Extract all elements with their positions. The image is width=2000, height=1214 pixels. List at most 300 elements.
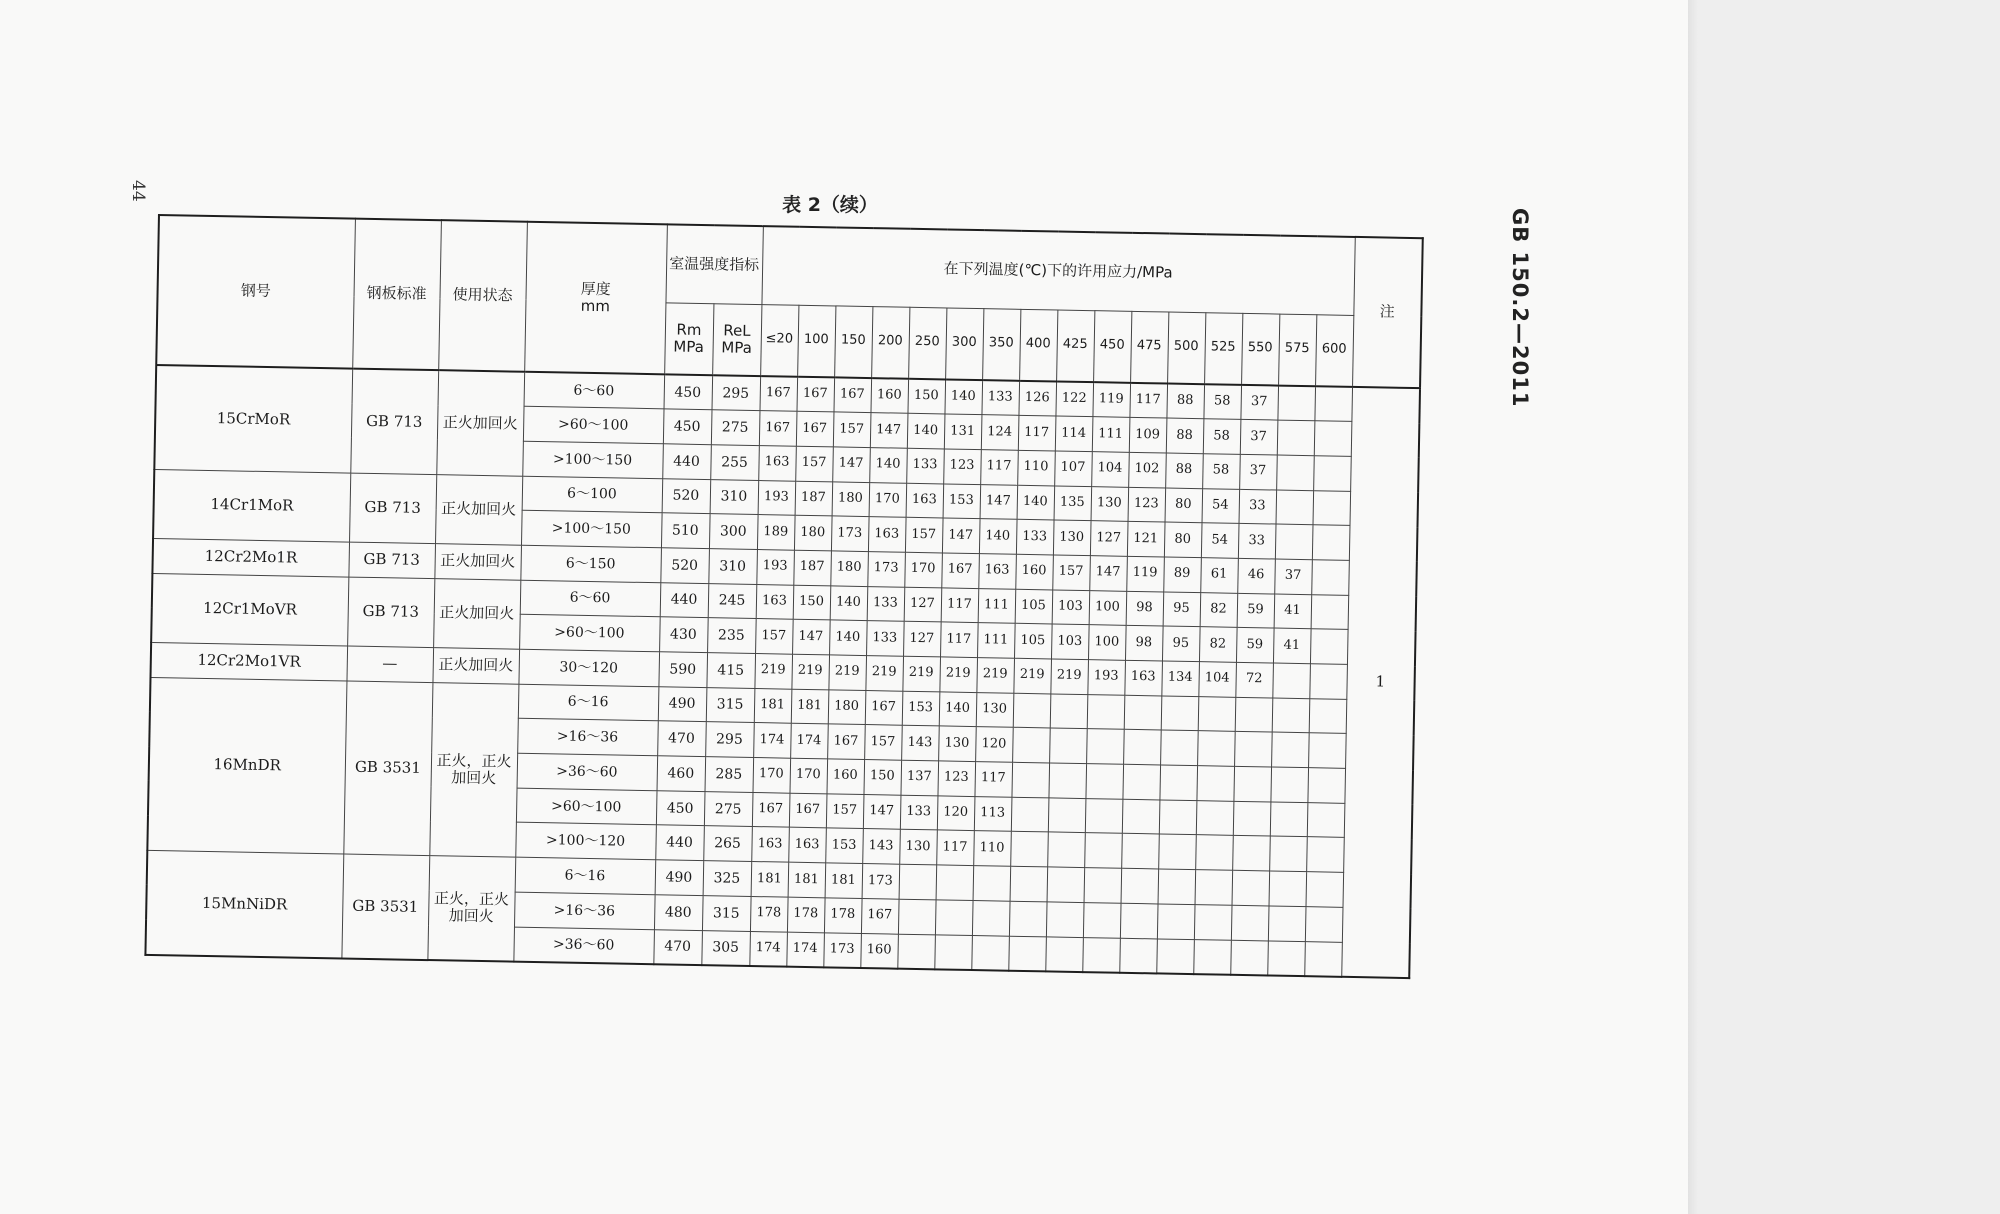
- stress-value: 95: [1163, 592, 1201, 627]
- stress-value: [1086, 729, 1124, 764]
- header-temp: 100: [797, 305, 835, 378]
- stress-value: 140: [830, 586, 868, 621]
- stress-value: 219: [976, 658, 1014, 693]
- stress-value: 147: [942, 518, 980, 553]
- header-temp: 600: [1315, 314, 1353, 387]
- header-note: 注: [1352, 237, 1423, 388]
- stress-value: [1276, 455, 1314, 490]
- header-condition: 使用状态: [438, 220, 527, 372]
- stress-value: [1272, 698, 1310, 733]
- thickness-range: >16～36: [517, 719, 658, 756]
- stress-value: 174: [749, 931, 787, 966]
- stress-value: [1309, 698, 1347, 733]
- stress-value: 119: [1126, 556, 1164, 591]
- stress-value: [1233, 766, 1271, 801]
- rel-value: 265: [703, 826, 752, 862]
- plate-standard: GB 713: [350, 369, 438, 475]
- rel-value: 300: [709, 514, 758, 550]
- stress-value: 133: [1016, 520, 1054, 555]
- stress-value: 111: [977, 623, 1015, 658]
- stress-value: 181: [791, 689, 829, 724]
- stress-value: 110: [973, 831, 1011, 866]
- stress-value: 88: [1165, 453, 1203, 488]
- stress-value: 180: [794, 515, 832, 550]
- stress-value: [1082, 937, 1120, 972]
- stress-value: 41: [1274, 594, 1312, 629]
- stress-value: 80: [1164, 522, 1202, 557]
- stress-value: 123: [937, 761, 975, 796]
- usage-condition: 正火加回火: [434, 544, 521, 580]
- stress-value: [1304, 941, 1342, 976]
- thickness-range: >36～60: [517, 753, 658, 790]
- header-thickness-label: 厚度: [580, 279, 611, 299]
- stress-value: [1230, 940, 1268, 975]
- header-plate-standard: 钢板标准: [352, 219, 441, 371]
- stress-value: [971, 935, 1009, 970]
- stress-value: 105: [1014, 624, 1052, 659]
- stress-value: 150: [793, 585, 831, 620]
- stress-value: 117: [974, 762, 1012, 797]
- stress-value: 130: [1091, 486, 1129, 521]
- stress-value: [1314, 421, 1352, 456]
- stress-value: 130: [976, 692, 1014, 727]
- stress-value: 46: [1237, 558, 1275, 593]
- stress-value: [1232, 836, 1270, 871]
- stress-value: [1159, 765, 1197, 800]
- rm-value: 450: [664, 374, 713, 410]
- rel-value: 295: [705, 722, 754, 758]
- stress-value: [1198, 696, 1236, 731]
- stress-value: [1311, 594, 1349, 629]
- stress-value: [1161, 696, 1199, 731]
- stress-value: 133: [900, 795, 938, 830]
- stress-value: 88: [1166, 418, 1204, 453]
- stress-value: 103: [1052, 590, 1090, 625]
- stress-value: 181: [754, 688, 792, 723]
- stress-value: 33: [1239, 489, 1277, 524]
- stress-value: [1312, 525, 1350, 560]
- stress-table-wrapper: [144, 214, 1423, 979]
- rm-value: 440: [660, 582, 709, 618]
- rm-value: 450: [663, 409, 712, 445]
- stress-value: 170: [789, 758, 827, 793]
- stress-value: 37: [1274, 559, 1312, 594]
- stress-value: [1009, 901, 1047, 936]
- stress-value: 163: [978, 554, 1016, 589]
- stress-value: [1277, 420, 1315, 455]
- stress-value: [1087, 694, 1125, 729]
- stress-value: 163: [758, 445, 796, 480]
- thickness-range: 30～120: [518, 649, 659, 686]
- stress-value: 117: [1129, 383, 1167, 418]
- rm-value: 520: [662, 478, 711, 514]
- stress-value: 147: [870, 413, 908, 448]
- rel-value: 415: [706, 653, 755, 689]
- stress-value: [936, 865, 974, 900]
- stress-value: 178: [787, 897, 825, 932]
- header-allowable-stress: 在下列温度(℃)下的许用应力/MPa: [761, 226, 1354, 315]
- stress-value: 219: [1050, 659, 1088, 694]
- stress-value: 104: [1091, 452, 1129, 487]
- stress-value: 130: [899, 830, 937, 865]
- stress-value: 130: [938, 726, 976, 761]
- stress-value: [1010, 832, 1048, 867]
- stress-value: [1124, 695, 1162, 730]
- stress-value: 157: [864, 725, 902, 760]
- plate-standard: GB 3531: [343, 681, 432, 856]
- rm-value: 490: [658, 686, 707, 722]
- stress-value: 134: [1161, 661, 1199, 696]
- rel-value: 285: [705, 757, 754, 793]
- rm-value: 470: [657, 721, 706, 757]
- header-thickness: [524, 222, 667, 375]
- usage-condition: 正火加回火: [435, 474, 522, 545]
- stress-value: [1085, 764, 1123, 799]
- stress-value: 173: [862, 864, 900, 899]
- header-temp: 250: [908, 307, 946, 380]
- stress-value: 120: [975, 727, 1013, 762]
- stress-value: [1270, 802, 1308, 837]
- stress-value: [1008, 936, 1046, 971]
- stress-value: 193: [1087, 660, 1125, 695]
- stress-value: [1305, 906, 1343, 941]
- stress-value: [972, 900, 1010, 935]
- stress-value: [1158, 869, 1196, 904]
- thickness-range: 6～60: [524, 372, 665, 409]
- stress-value: [1232, 870, 1270, 905]
- stress-value: 72: [1235, 662, 1273, 697]
- stress-value: [1156, 938, 1194, 973]
- thickness-range: >36～60: [513, 927, 654, 964]
- stress-value: 89: [1163, 557, 1201, 592]
- thickness-range: 6～16: [515, 857, 656, 894]
- steel-grade: 14Cr1MoR: [153, 469, 350, 542]
- steel-grade: 12Cr1MoVR: [151, 573, 348, 646]
- stress-value: 163: [756, 584, 794, 619]
- stress-value: 80: [1165, 488, 1203, 523]
- stress-value: 140: [944, 379, 982, 414]
- plate-standard: —: [346, 646, 433, 682]
- thickness-range: >16～36: [514, 892, 655, 929]
- stress-value: 58: [1202, 454, 1240, 489]
- stress-value: [1120, 903, 1158, 938]
- stress-value: 133: [867, 586, 905, 621]
- rm-value: 440: [662, 444, 711, 480]
- stress-value: 98: [1126, 591, 1164, 626]
- stress-value: [898, 899, 936, 934]
- stress-value: [1160, 730, 1198, 765]
- stress-value: 140: [829, 620, 867, 655]
- stress-value: 88: [1166, 384, 1204, 419]
- thickness-range: 6～60: [520, 580, 661, 617]
- stress-value: 114: [1055, 416, 1093, 451]
- stress-value: 167: [796, 377, 834, 412]
- stress-value: 109: [1129, 418, 1167, 453]
- stress-value: 219: [939, 657, 977, 692]
- thickness-range: 6～100: [522, 476, 663, 513]
- thickness-range: >100～150: [521, 510, 662, 547]
- stress-value: 219: [902, 656, 940, 691]
- stress-value: 131: [944, 414, 982, 449]
- stress-value: [935, 900, 973, 935]
- stress-value: [1269, 836, 1307, 871]
- rel-value: 295: [712, 375, 761, 411]
- stress-value: 126: [1018, 381, 1056, 416]
- stress-value: [1194, 904, 1232, 939]
- rm-value: 450: [656, 790, 705, 826]
- stress-value: 121: [1127, 522, 1165, 557]
- stress-value: 193: [756, 549, 794, 584]
- stress-value: 167: [861, 898, 899, 933]
- stress-value: 160: [870, 378, 908, 413]
- rm-value: 590: [658, 652, 707, 688]
- stress-value: 130: [1053, 520, 1091, 555]
- stress-value: [934, 934, 972, 969]
- header-temp: 150: [834, 305, 872, 378]
- stress-value: 111: [1092, 417, 1130, 452]
- rm-value: 520: [660, 548, 709, 584]
- header-temp: ≤20: [760, 304, 798, 377]
- page-edge: [1688, 0, 1698, 1214]
- thickness-range: >60～100: [523, 406, 664, 443]
- stress-value: 157: [755, 619, 793, 654]
- rel-value: 245: [708, 583, 757, 619]
- usage-condition: 正火，正火加回火: [427, 856, 515, 962]
- stress-value: [1159, 800, 1197, 835]
- stress-value: [1010, 866, 1048, 901]
- stress-value: 180: [830, 551, 868, 586]
- plate-standard: GB 713: [347, 577, 434, 648]
- rel-value: 310: [708, 549, 757, 585]
- stress-value: 140: [869, 447, 907, 482]
- stress-value: 140: [939, 692, 977, 727]
- stress-value: 41: [1273, 628, 1311, 663]
- stress-value: [897, 934, 935, 969]
- stress-value: 167: [865, 690, 903, 725]
- stress-value: [1121, 868, 1159, 903]
- stress-value: 189: [757, 515, 795, 550]
- header-temp: 200: [871, 306, 909, 379]
- stress-value: [1312, 490, 1350, 525]
- rel-value: 315: [702, 895, 751, 931]
- stress-value: 153: [943, 483, 981, 518]
- header-rm: [664, 302, 713, 375]
- stress-value: 157: [833, 412, 871, 447]
- stress-value: [1045, 936, 1083, 971]
- stress-value: 123: [943, 449, 981, 484]
- stress-value: 37: [1239, 454, 1277, 489]
- stress-value: 174: [790, 724, 828, 759]
- stress-value: 157: [1052, 555, 1090, 590]
- stress-value: 167: [759, 411, 797, 446]
- stress-value: [1012, 728, 1050, 763]
- stress-value: [1306, 872, 1344, 907]
- header-temp: 400: [1019, 309, 1057, 382]
- stress-value: 157: [905, 518, 943, 553]
- stress-value: [1084, 833, 1122, 868]
- stress-value: 119: [1092, 382, 1130, 417]
- stress-value: 107: [1054, 451, 1092, 486]
- stress-value: 37: [1240, 385, 1278, 420]
- stress-value: 82: [1199, 627, 1237, 662]
- stress-value: 135: [1054, 486, 1092, 521]
- stress-value: 178: [824, 898, 862, 933]
- stress-value: 187: [793, 550, 831, 585]
- stress-value: 173: [867, 552, 905, 587]
- stress-value: 133: [866, 621, 904, 656]
- stress-value: [1048, 798, 1086, 833]
- stress-value: 219: [754, 654, 792, 689]
- stress-value: [1085, 798, 1123, 833]
- header-rm-symbol: Rm: [676, 320, 702, 339]
- stress-value: 170: [904, 552, 942, 587]
- rel-value: 235: [707, 618, 756, 654]
- stress-value: 157: [826, 794, 864, 829]
- stress-value: 157: [795, 446, 833, 481]
- stress-value: 180: [832, 481, 870, 516]
- stress-value: 122: [1055, 381, 1093, 416]
- rel-value: 315: [706, 687, 755, 723]
- stress-value: [1013, 693, 1051, 728]
- stress-value: 100: [1088, 625, 1126, 660]
- stress-value: 98: [1125, 626, 1163, 661]
- stress-value: [1122, 799, 1160, 834]
- steel-grade: 12Cr2Mo1R: [152, 538, 349, 576]
- rm-value: 510: [661, 513, 710, 549]
- stress-value: 167: [941, 553, 979, 588]
- stress-value: [1277, 386, 1315, 421]
- header-rm-unit: MPa: [673, 337, 705, 356]
- stress-value: 103: [1051, 624, 1089, 659]
- stress-value: 153: [825, 828, 863, 863]
- table-title: 表 2（续）: [782, 194, 878, 216]
- stress-value: 82: [1200, 592, 1238, 627]
- stress-value: [1083, 902, 1121, 937]
- stress-value: [1269, 871, 1307, 906]
- stress-value: [1307, 802, 1345, 837]
- stress-value: 167: [752, 792, 790, 827]
- stress-value: 143: [862, 829, 900, 864]
- stress-value: [1123, 730, 1161, 765]
- stress-value: [1193, 939, 1231, 974]
- stress-value: [1267, 940, 1305, 975]
- usage-condition: 正火加回火: [432, 648, 519, 684]
- stress-value: 219: [828, 655, 866, 690]
- stress-value: 147: [792, 620, 830, 655]
- stress-value: 163: [788, 828, 826, 863]
- rm-value: 460: [657, 756, 706, 792]
- stress-value: 170: [869, 482, 907, 517]
- stress-value: 140: [1017, 485, 1055, 520]
- header-rel-symbol: ReL: [723, 320, 751, 340]
- stress-value: 117: [1018, 415, 1056, 450]
- stress-value: [1270, 767, 1308, 802]
- stress-value: 147: [980, 484, 1018, 519]
- stress-value: 163: [1124, 660, 1162, 695]
- stress-value: [1234, 732, 1272, 767]
- stress-value: 167: [833, 377, 871, 412]
- stress-value: [973, 866, 1011, 901]
- thickness-range: 6～150: [520, 545, 661, 582]
- stress-value: 167: [789, 793, 827, 828]
- header-steel: 钢号: [156, 215, 355, 369]
- stress-value: 163: [906, 483, 944, 518]
- stress-value: 187: [795, 481, 833, 516]
- allowable-stress-table: [144, 214, 1423, 979]
- header-temp: 550: [1241, 313, 1279, 386]
- stress-value: 180: [828, 690, 866, 725]
- rel-value: 325: [703, 861, 752, 897]
- thickness-range: >60～100: [519, 615, 660, 652]
- thickness-range: >60～100: [516, 788, 657, 825]
- header-temp: 425: [1056, 309, 1094, 382]
- stress-value: 173: [831, 516, 869, 551]
- header-temp: 475: [1130, 311, 1168, 384]
- stress-value: 167: [759, 376, 797, 411]
- stress-value: 193: [758, 480, 796, 515]
- stress-value: 37: [1240, 420, 1278, 455]
- stress-value: 174: [786, 932, 824, 967]
- header-temp: 525: [1204, 312, 1242, 385]
- stress-value: 104: [1198, 662, 1236, 697]
- stress-value: 140: [907, 413, 945, 448]
- stress-value: 167: [827, 724, 865, 759]
- stress-value: [1307, 768, 1345, 803]
- header-rel-unit: MPa: [721, 338, 753, 357]
- thickness-range: 6～16: [518, 684, 659, 721]
- stress-value: [1049, 728, 1087, 763]
- stress-value: [1011, 762, 1049, 797]
- stress-value: 219: [791, 654, 829, 689]
- stress-value: [1048, 763, 1086, 798]
- rel-value: 255: [710, 445, 759, 481]
- rel-value: 275: [704, 791, 753, 827]
- stress-value: 147: [1089, 556, 1127, 591]
- stress-value: 170: [753, 758, 791, 793]
- header-room-temp: 室温强度指标: [665, 224, 762, 304]
- stress-value: 160: [826, 759, 864, 794]
- stress-value: 219: [1013, 658, 1051, 693]
- stress-value: [1046, 902, 1084, 937]
- page-number: 44: [128, 180, 148, 202]
- stress-value: 219: [865, 656, 903, 691]
- stress-value: 160: [1015, 554, 1053, 589]
- steel-grade: 15MnNiDR: [145, 851, 343, 959]
- stress-value: [1196, 766, 1234, 801]
- table-body: [145, 365, 1420, 978]
- stress-value: 143: [901, 726, 939, 761]
- stress-value: 61: [1200, 558, 1238, 593]
- stress-value: 117: [940, 622, 978, 657]
- stress-value: 163: [868, 517, 906, 552]
- stress-value: [899, 864, 937, 899]
- stress-value: 163: [751, 827, 789, 862]
- steel-grade: 12Cr2Mo1VR: [151, 642, 348, 680]
- stress-value: [1050, 694, 1088, 729]
- stress-value: 178: [750, 896, 788, 931]
- rm-value: 440: [655, 825, 704, 861]
- stress-value: 100: [1089, 590, 1127, 625]
- stress-value: 181: [825, 863, 863, 898]
- stress-value: 127: [904, 587, 942, 622]
- stress-value: 127: [1090, 521, 1128, 556]
- rm-value: 470: [653, 929, 702, 965]
- stress-value: 105: [1015, 589, 1053, 624]
- stress-value: 127: [903, 622, 941, 657]
- plate-standard: GB 713: [349, 473, 436, 544]
- rel-value: 305: [701, 930, 750, 966]
- stress-value: [1196, 800, 1234, 835]
